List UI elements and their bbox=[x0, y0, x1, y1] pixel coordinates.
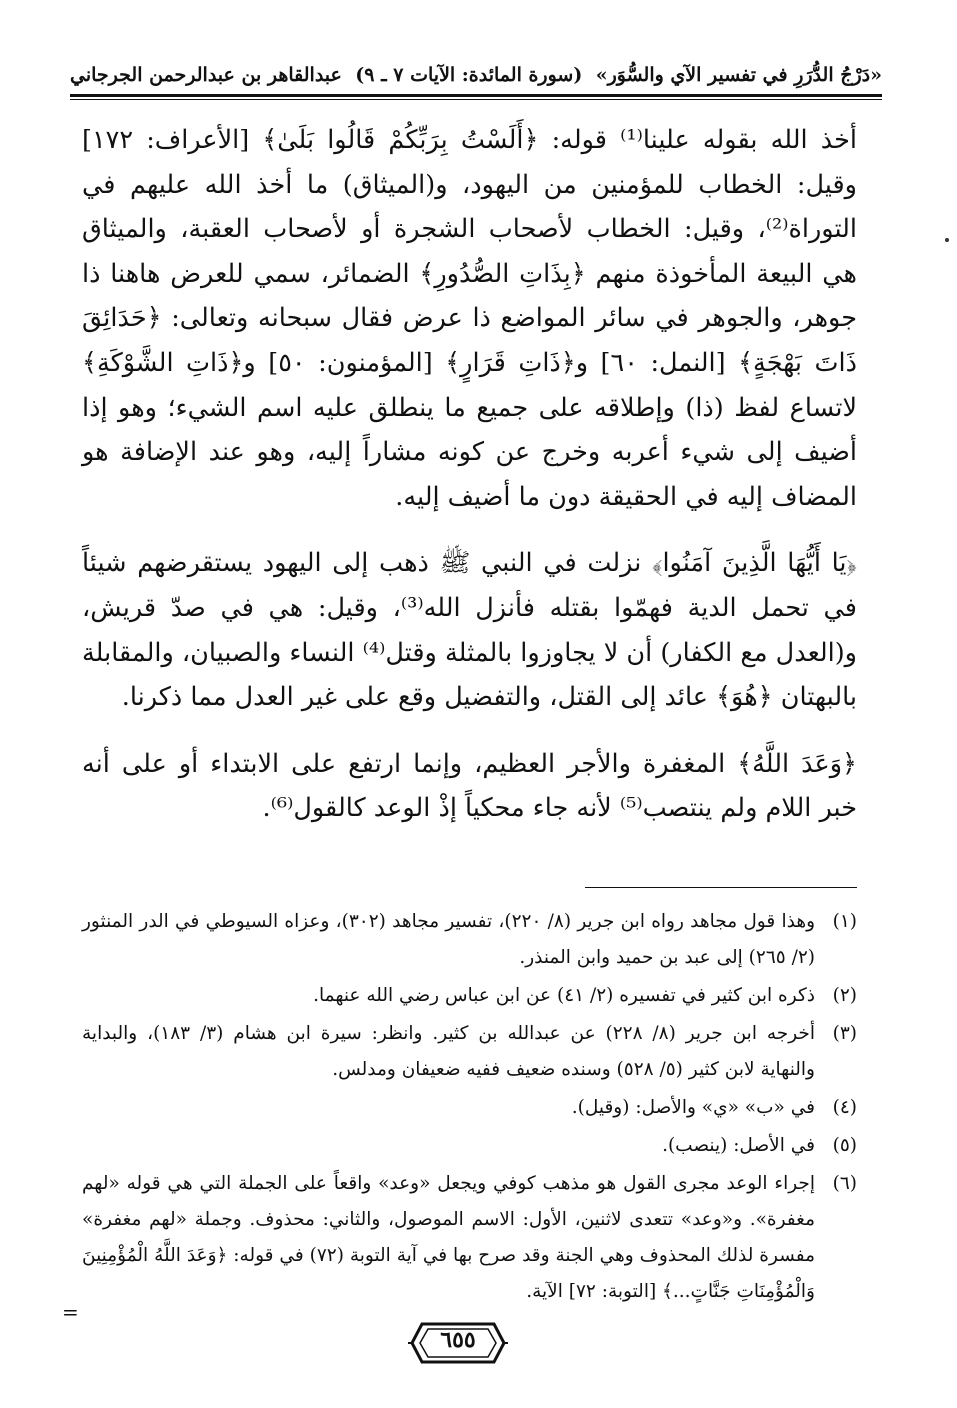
header-rule bbox=[70, 94, 882, 97]
footnote bbox=[82, 1016, 857, 1088]
paragraph-3: ﴿وَعَدَ اللَّهُ﴾ المغفرة والأجر العظيم، وإنما ارتفع على الابتداء أو على أنه خبر اللام ولم ينتصب⁽⁵⁾ لأنه جاء محكياً إذْ الوعد كالقول⁽⁶⁾. bbox=[82, 748, 857, 824]
footnotes bbox=[82, 904, 857, 1312]
margin-dot bbox=[945, 238, 949, 242]
footnote-text: ذكره ابن كثير في تفسيره (٢/ ٤١) عن ابن عباس رضي الله عنهما. bbox=[313, 985, 815, 1006]
footnote bbox=[82, 904, 857, 976]
footnote bbox=[82, 1090, 857, 1126]
header-author: عبدالقاهر بن عبدالرحمن الجرجاني bbox=[70, 64, 342, 86]
footnote bbox=[82, 978, 857, 1014]
paragraph-2: ﴿يَا أَيُّهَا الَّذِينَ آمَنُوا﴾ نزلت في النبي ﷺ ذهب إلى اليهود يستقرضهم شيئاً في تحمل الدية فهمّوا بقتله فأنزل الله⁽³⁾، وقيل: هي في صدّ قريش، و(العدل مع الكفار) أن لا يجاوزوا بالمثلة وقتل⁽⁴⁾ النساء والصبيان، والمقابلة بالبهتان ﴿هُوَ﴾ عائد إلى القتل، والتفضيل وقع على غير العدل مما ذكرنا. bbox=[82, 548, 857, 713]
page-number-ornament bbox=[408, 1318, 508, 1368]
footnote bbox=[82, 1128, 857, 1164]
footnote-number: (٣) bbox=[832, 1023, 857, 1044]
header-surah-range: (سورة المائدة: الآيات ٧ ـ ٩) bbox=[355, 64, 583, 86]
footnote-text: أخرجه ابن جرير (٨/ ٢٢٨) عن عبدالله بن كثير. وانظر: سيرة ابن هشام (٣/ ١٨٣)، والبداية والنهاية لابن كثير (٥/ ٥٢٨) وسنده ضعيف ففيه ضعيفان ومدلس. bbox=[82, 1023, 815, 1080]
footnote-text: وهذا قول مجاهد رواه ابن جرير (٨/ ٢٢٠)، تفسير مجاهد (٣٠٢)، وعزاه السيوطي في الدر المنثور (٢/ ٢٦٥) إلى عبد بن حميد وابن المنذر. bbox=[82, 911, 816, 968]
header-book-title: «دَرْجُ الدُّرَرِ في تفسير الآي والسُّوَر» bbox=[595, 64, 882, 86]
footnote-number: (٢) bbox=[832, 985, 857, 1006]
page-number: ٦٥٥ bbox=[440, 1327, 476, 1353]
running-header bbox=[70, 60, 882, 90]
header-rule-thin bbox=[70, 99, 882, 100]
footnote-text: في «ب» «ي» والأصل: (وقيل). bbox=[571, 1097, 815, 1118]
footnote-number: (٥) bbox=[832, 1135, 857, 1156]
paragraph-1: أخذ الله بقوله علينا⁽¹⁾ قوله: ﴿أَلَسْتُ بِرَبِّكُمْ قَالُوا بَلَىٰ﴾ [الأعراف: ١٧٢] وقيل: الخطاب للمؤمنين من اليهود، و(الميثاق) ما أخذ الله عليهم في التوراة⁽²⁾، وقيل: الخطاب لأصحاب الشجرة أو لأصحاب العقبة، والميثاق هي البيعة المأخوذة منهم ﴿بِذَاتِ الصُّدُورِ﴾ الضمائر، سمي للعرض هاهنا ذا جوهر، والجوهر في سائر المواضع ذا عرض فقال سبحانه وتعالى: ﴿حَدَائِقَ ذَاتَ بَهْجَةٍ﴾ [النمل: ٦٠] و﴿ذَاتِ قَرَارٍ﴾ [المؤمنون: ٥٠] و﴿ذَاتِ الشَّوْكَةِ﴾ لاتساع لفظ (ذا) وإطلاقه على جميع ما ينطلق عليه اسم الشيء؛ وهو إذا أضيف إلى شيء أعربه وخرج عن كونه مشاراً إليه، وهو عند الإضافة هو المضاف إليه في الحقيقة دون ما أضيف إليه. bbox=[82, 125, 857, 512]
footnote-separator bbox=[585, 887, 857, 888]
footnote-number: (٦) bbox=[832, 1173, 857, 1194]
main-text bbox=[82, 118, 857, 831]
footnote-text: في الأصل: (ينصب). bbox=[662, 1135, 815, 1156]
footnote bbox=[82, 1166, 857, 1310]
margin-continuation-mark: = bbox=[62, 1300, 79, 1324]
footnote-text: إجراء الوعد مجرى القول هو مذهب كوفي ويجعل «وعد» واقعاً على الجملة التي هي قوله «لهم مغفرة». و«وعد» تتعدى لاثنين، الأول: الاسم الموصول، والثاني: محذوف. وجملة «لهم مغفرة» مفسرة لذلك المحذوف وهي الجنة وقد صرح بها في آية التوبة (٧٢) في قوله: ﴿وَعَدَ اللَّهُ الْمُؤْمِنِينَ وَالْمُؤْمِنَاتِ جَنَّاتٍ...﴾ [التوبة: ٧٢] الآية. bbox=[82, 1173, 815, 1302]
footnote-number: (١) bbox=[832, 911, 857, 932]
footnote-number: (٤) bbox=[832, 1097, 857, 1118]
